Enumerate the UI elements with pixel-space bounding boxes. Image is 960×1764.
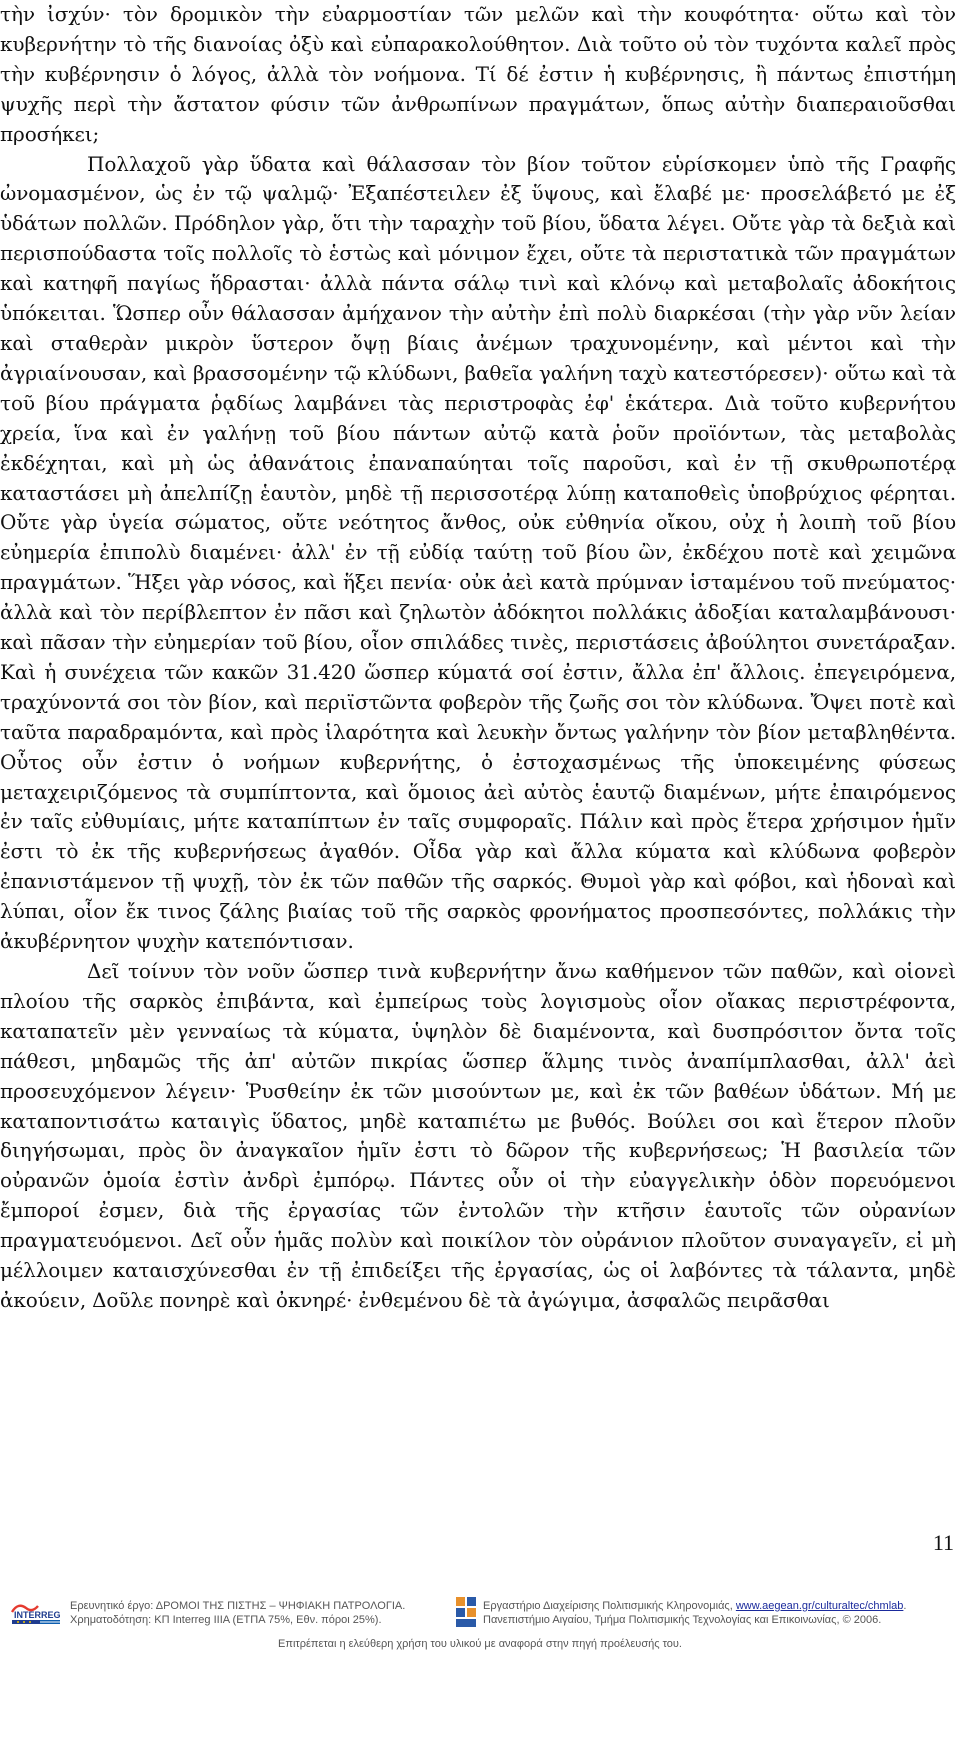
interreg-logo-icon <box>10 1598 62 1626</box>
footer <box>10 1595 950 1655</box>
footer-left <box>10 1595 460 1631</box>
paragraph-1: τὴν ἰσχύν· τὸν δρομικὸν τὴν εὐαρμοστίαν τῶν μελῶν καὶ τὴν κουφότητα· οὕτω καὶ τὸν κυβερνήτην τὸ τῆς διανοίας ὀξὺ καὶ εὐπαρακολούθητον. Διὰ τοῦτο οὐ τὸν τυχόντα καλεῖ πρὸς τὴν κυβέρνησιν ὁ λόγος, ἀλλὰ τὸν νοήμονα. Τί δέ ἐστιν ἡ κυβέρνησις, ἢ πάντως ἐπιστήμη ψυχῆς περὶ τὴν ἄστατον φύσιν τῶν ἀνθρωπίνων πραγμάτων, ὅπως αὐτὴν διαπεραιοῦσθαι προσήκει; <box>0 2 956 146</box>
footer-funding-line: Χρηματοδότηση: ΚΠ Interreg IIIA (ΕΤΠΑ 75%, Εθν. πόροι 25%). <box>70 1614 382 1626</box>
footer-lab-line <box>483 1599 906 1613</box>
footer-right <box>455 1595 950 1631</box>
footer-usage-notice: Επιτρέπεται η ελεύθερη χρήση του υλικού με αναφορά στην πηγή προέλευσής του. <box>278 1638 682 1650</box>
footer-university-line: Πανεπιστήμιο Αιγαίου, Τμήμα Πολιτισμικής Τεχνολογίας και Επικοινωνίας, © 2006. <box>483 1614 882 1626</box>
footer-lab-link[interactable]: www.aegean.gr/culturaltec/chmlab <box>735 1600 904 1612</box>
paragraph-3: Δεῖ τοίνυν τὸν νοῦν ὥσπερ τινὰ κυβερνήτην ἄνω καθήμενον τῶν παθῶν, καὶ οἱονεὶ πλοίου τῆς σαρκὸς ἐπιβάντα, καὶ ἐμπείρως τοὺς λογισμοὺς οἷον οἴακας περιστρέφοντα, καταπατεῖν μὲν γενναίως τὰ κύματα, ὑψηλὸν δὲ διαμένοντα, καὶ δυσπρόσιτον ὄντα τοῖς πάθεσι, μηδαμῶς τῆς ἀπ' αὐτῶν πικρίας ὥσπερ ἅλμης τινὸς ἀναπίμπλασθαι, ἀλλ' ἀεὶ προσευχόμενον λέγειν· Ῥυσθείην ἐκ τῶν μισούντων με, καὶ ἐκ τῶν βαθέων ὑδάτων. Μή με καταποντισάτω καταιγὶς ὕδατος, μηδὲ καταπιέτω με βυθός. Βούλει σοι καὶ ἕτερον πλοῦν διηγήσωμαι, πρὸς ὃν ἀναγκαῖον ἡμῖν ἐστι τὸ δῶρον τῆς κυβερνήσεως; Ἡ βασιλεία τῶν οὐρανῶν ὁμοία ἐστὶν ἀνδρὶ ἐμπόρῳ. Πάντες οὖν οἱ τὴν εὐαγγελικὴν ὁδὸν πορευόμενοι ἔμποροί ἐσμεν, διὰ τῆς ἐργασίας τῶν ἐντολῶν τὴν κτῆσιν ἑαυτοῖς τῶν οὐρανίων πραγματευόμενοι. Δεῖ οὖν ἡμᾶς πολὺν καὶ ποικίλον τὸν οὐράνιον πλοῦτον συναγαγεῖν, εἰ μὴ μέλλοιμεν καταισχύνεσθαι ἐν τῇ ἐπιδείξει τῆς ἐργασίας, ὡς οἱ λαβόντες τὰ τάλαντα, μηδὲ ἀκούειν, Δοῦλε πονηρὲ καὶ ὀκνηρέ· ἐνθεμένου δὲ τὰ ἀγώγιμα, ἀσφαλῶς πειρᾶσθαι <box>0 959 956 1312</box>
svg-text:INTERREG: INTERREG <box>14 1610 61 1620</box>
lab-logo-icon <box>455 1596 477 1628</box>
paragraph-2: Πολλαχοῦ γὰρ ὕδατα καὶ θάλασσαν τὸν βίον τοῦτον εὑρίσκομεν ὑπὸ τῆς Γραφῆς ὠνομασμένον, ὡς ἐν τῷ ψαλμῷ· Ἐξαπέστειλεν ἐξ ὕψους, καὶ ἔλαβέ με· προσελάβετό με ἐξ ὑδάτων πολλῶν. Πρόδηλον γὰρ, ὅτι τὴν ταραχὴν τοῦ βίου, ὕδατα λέγει. Οὔτε γὰρ τὰ δεξιὰ καὶ περισπούδαστα τοῖς πολλοῖς τὸ ἑστὼς καὶ μόνιμον ἔχει, οὔτε τὰ περιστατικὰ τῶν πραγμάτων καὶ κατηφῆ παγίως ἥδρασται· ἀλλὰ πάντα σάλῳ τινὶ καὶ κλόνῳ καὶ μεταβολαῖς ἀδοκήτοις ὑπόκειται. Ὥσπερ οὖν θάλασσαν ἀμήχανον τὴν αὐτὴν ἐπὶ πολὺ διαρκέσαι (τὴν γὰρ νῦν λείαν καὶ σταθερὰν μικρὸν ὕστερον ὄψῃ βίαις ἀνέμων τραχυνομένην, καὶ μέντοι καὶ τὴν ἀγριαίνουσαν, καὶ βρασσομένην τῷ κλύδωνι, βαθεῖα γαλήνη ταχὺ κατεστόρεσεν)· οὕτω καὶ τὰ τοῦ βίου πράγματα ῥᾳδίως λαμβάνει τὰς περιστροφὰς ἐφ' ἑκάτερα. Διὰ τοῦτο κυβερνήτου χρεία, ἵνα καὶ ἐν γαλήνῃ τοῦ βίου πάντων αὐτῷ κατὰ ῥοῦν προϊόντων, τὰς μεταβολὰς ἐκδέχηται, καὶ μὴ ὡς ἀθανάτοις ἐπαναπαύηται τοῖς παροῦσι, καὶ ἐν τῇ σκυθρωποτέρᾳ καταστάσει μὴ ἀπελπίζῃ ἑαυτὸν, μηδὲ τῇ περισσοτέρᾳ λύπῃ καταποθεὶς ὑποβρύχιος φέρηται. Οὔτε γὰρ ὑγεία σώματος, οὔτε νεότητος ἄνθος, οὐκ εὐθηνία οἴκου, οὐχ ἡ λοιπὴ τοῦ βίου εὐημερία ἐπιπολὺ διαμένει· ἀλλ' ἐν τῇ εὐδίᾳ ταύτῃ τοῦ βίου ὢν, ἐκδέχου ποτὲ καὶ χειμῶνα πραγμάτων. Ἥξει γὰρ νόσος, καὶ ἥξει πενία· οὐκ ἀεὶ κατὰ πρύμναν ἱσταμένου τοῦ πνεύματος· ἀλλὰ καὶ τὸν περίβλεπτον ἐν πᾶσι καὶ ζηλωτὸν ἀδόκητοι πολλάκις ἀδοξίαι καταλαμβάνουσι· καὶ πᾶσαν τὴν εὐημερίαν τοῦ βίου, οἷον σπιλάδες τινὲς, περιστάσεις ἀβούλητοι συνετάραξαν. Καὶ ἡ συνέχεια τῶν κακῶν 31.420 ὥσπερ κύματά σοί ἐστιν, ἄλλα ἐπ' ἄλλοις. ἐπεγειρόμενα, τραχύνοντά σοι τὸν βίον, καὶ περιϊστῶντα φοβερὸν τῆς ζωῆς σοι τὸν κλύδωνα. Ὄψει ποτὲ καὶ ταῦτα παραδραμόντα, καὶ πρὸς ἱλαρότητα καὶ λευκὴν ὄντως γαλήνην τὸν βίον μεταβληθέντα. Οὗτος οὖν ἐστιν ὁ νοήμων κυβερνήτης, ὁ ἐστοχασμένως τῆς ὑποκειμένης φύσεως μεταχειριζόμενος τὰ συμπίπτοντα, καὶ ὅμοιος ἀεὶ αὐτὸς ἑαυτῷ διαμένων, μήτε ἐπαιρόμενος ἐν ταῖς εὐθυμίαις, μήτε καταπίπτων ἐν ταῖς συμφοραῖς. Πάλιν καὶ πρὸς ἕτερα χρήσιμον ἡμῖν ἐστι τὸ ἐκ τῆς κυβερνήσεως ἀγαθόν. Οἶδα γὰρ καὶ ἄλλα κύματα καὶ κλύδωνα φοβερὸν ἐπανιστάμενον τῇ ψυχῇ, τὸν ἐκ τῶν παθῶν τῆς σαρκός. Θυμοὶ γὰρ καὶ φόβοι, καὶ ἡδοναὶ καὶ λύπαι, οἷον ἔκ τινος ζάλης βιαίας τοῦ τῆς σαρκὸς φρονήματος προσπεσόντες, πολλάκις τὴν ἀκυβέρνητον ψυχὴν κατεπόντισαν. <box>0 151 956 954</box>
page-number: 11 <box>932 1530 954 1555</box>
footer-project-line: Ερευνητικό έργο: ΔΡΟΜΟΙ ΤΗΣ ΠΙΣΤΗΣ – ΨΗΦΙΑΚΗ ΠΑΤΡΟΛΟΓΙΑ. <box>70 1600 406 1612</box>
footer-lab-name: Εργαστήριο Διαχείρισης Πολιτισμικής Κληρονομιάς, <box>483 1600 736 1612</box>
footer-lab-period: . <box>903 1600 907 1612</box>
